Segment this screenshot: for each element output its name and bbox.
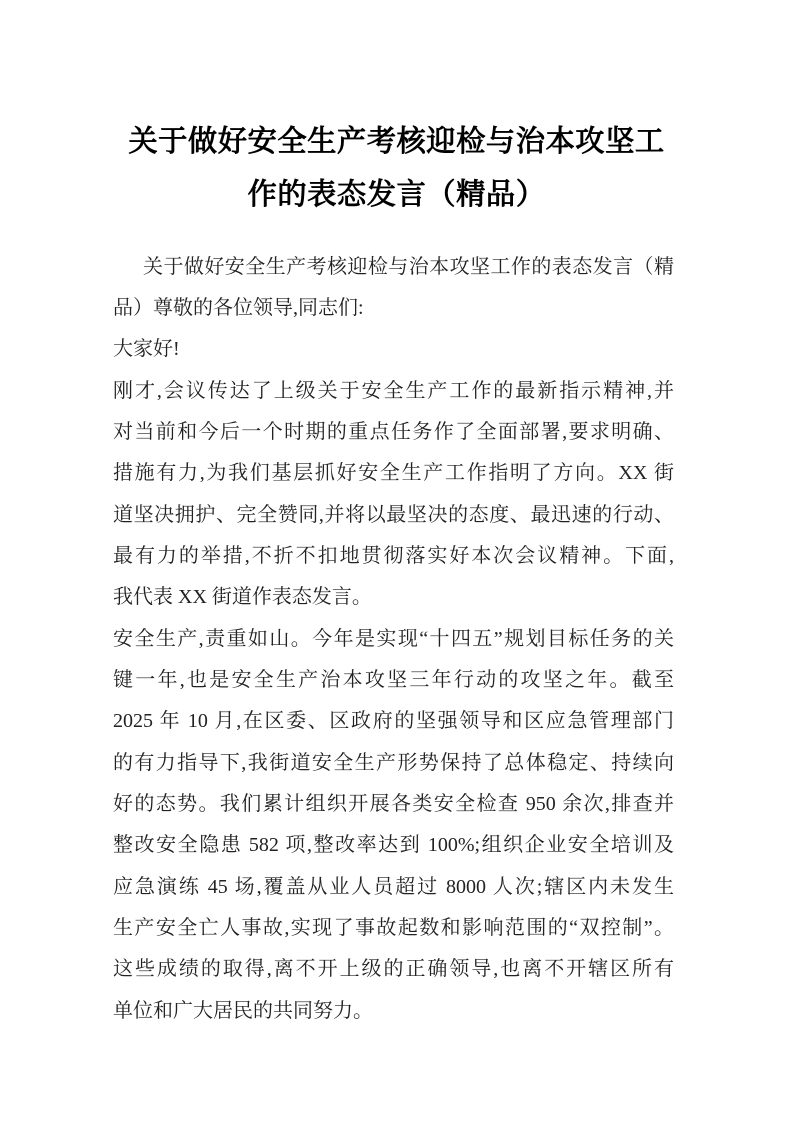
text-line: 的有力指导下,我街道安全生产形势保持了总体稳定、持续向	[113, 751, 674, 774]
title-line: 作的表态发言（精品）	[247, 179, 546, 212]
text-line: 最有力的举措,不折不扣地贯彻落实好本次会议精神。下面,	[113, 545, 674, 568]
text-line: 生产安全亡人事故,实现了事故起数和影响范围的“双控制”。	[113, 917, 674, 940]
text-line: 好的态势。我们累计组织开展各类安全检查 950 余次,排查并	[113, 793, 674, 816]
document-title	[0, 116, 793, 223]
text-line: 对当前和今后一个时期的重点任务作了全面部署,要求明确、	[113, 421, 674, 444]
text-line: 刚才,会议传达了上级关于安全生产工作的最新指示精神,并	[113, 379, 674, 402]
text-line: 道坚决拥护、完全赞同,并将以最坚决的态度、最迅速的行动、	[113, 503, 674, 526]
text-line: 关于做好安全生产考核迎检与治本攻坚工作的表态发言（精	[143, 255, 674, 278]
title-line: 关于做好安全生产考核迎检与治本攻坚工	[128, 126, 665, 158]
text-line: 安全生产,责重如山。今年是实现“十四五”规划目标任务的关	[113, 627, 674, 650]
text-line: 整改安全隐患 582 项,整改率达到 100%;组织企业安全培训及	[113, 834, 674, 857]
text-line: 我代表 XX 街道作表态发言。	[113, 586, 372, 609]
text-line: 大家好!	[113, 338, 180, 361]
text-line: 应急演练 45 场,覆盖从业人员超过 8000 人次;辖区内未发生	[113, 875, 674, 898]
text-line: 单位和广大居民的共同努力。	[113, 999, 373, 1022]
text-line: 2025 年 10 月,在区委、区政府的坚强领导和区应急管理部门	[113, 710, 674, 733]
text-line: 措施有力,为我们基层抓好安全生产工作指明了方向。XX 街	[113, 462, 674, 485]
text-line: 这些成绩的取得,离不开上级的正确领导,也离不开辖区所有	[113, 958, 674, 981]
text-line: 品）尊敬的各位领导,同志们:	[113, 297, 364, 320]
text-line: 键一年,也是安全生产治本攻坚三年行动的攻坚之年。截至	[113, 669, 674, 692]
document-body	[113, 247, 674, 1032]
